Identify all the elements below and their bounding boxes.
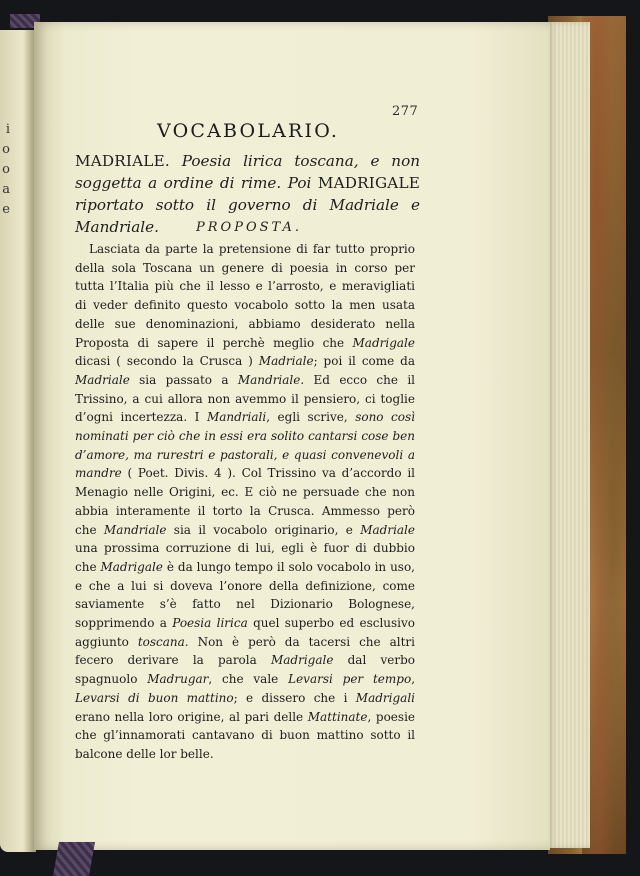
italic-run: Levarsi per tempo [288, 672, 412, 687]
italic-run: Madrugar [147, 672, 209, 687]
italic-run: Mandriale. [237, 372, 305, 387]
text-run: , egli scrive, [266, 410, 356, 425]
italic-run: Mattinate [307, 709, 368, 724]
text-run: sia passato a [129, 372, 238, 387]
cross-reference-tail: riportato sotto il governo di Madriale e Mandriale. [75, 196, 420, 236]
text-run: dal verbo spagnuolo [75, 653, 415, 687]
italic-run: sono così nominati per ciò che in essi era solito cantarsi cose ben d’amore, ma rurestri e pastorali, e quasi convenevoli a mandre [75, 410, 415, 481]
page-block-edges [548, 22, 590, 848]
text-run: erano nella loro origine, al pari delle [75, 709, 308, 724]
left-page-cut-text [0, 120, 10, 220]
italic-run: Madrigale [100, 559, 163, 574]
text-run: Lasciata da parte la pretensione di far tutto proprio della sola Toscana un genere di poesia in corso per tutta l’Italia più che il lesso e l’arrosto, e meravigliati di veder definito questo vocabolo sotto la men usata delle sue denominazioni, abbiamo desiderato nella Proposta di sapere il perchè meglio che [75, 242, 415, 350]
text-run: ( Poet. Divis. 4 ). Col Trissino va d’accordo il Menagio nelle Origini, ec. E ciò ne persuade che non abbia interamente il torto la Crusca. Ammesso però che [75, 466, 415, 537]
italic-run: Madriale [75, 372, 130, 387]
bookmark-ribbon-bottom [53, 842, 95, 876]
text-run: , [411, 672, 416, 687]
running-title: VOCABOLARIO. [157, 120, 340, 142]
text-run: dicasi ( secondo la Crusca ) [75, 354, 259, 369]
italic-run: toscana. [137, 634, 189, 649]
left-margin-char: o [2, 162, 10, 177]
italic-run: Poesia lirica [172, 616, 248, 631]
italic-run: Mandriale [103, 522, 167, 537]
left-margin-char: o [2, 142, 10, 157]
text-run: una prossima corruzione di lui, egli è fuor di dubbio che [75, 541, 415, 574]
left-margin-char: e [2, 202, 10, 217]
variant-headword: MADRIGALE [317, 174, 421, 192]
left-margin-char: i [5, 122, 10, 137]
entry-definition: Poesia lirica toscana, e non soggetta a ordine di rime. [75, 152, 420, 192]
italic-run: Madrigale [352, 335, 415, 350]
text-run: , poesie che gl’innamorati cantavano di buon mattino sotto il balcone delle lor belle. [75, 709, 416, 761]
headword: MADRIALE. [75, 152, 170, 170]
left-margin-char: a [2, 182, 10, 197]
italic-run: Levarsi di buon mattino [75, 690, 234, 705]
text-run: Ed ecco che il Trissino, a cui allora non avemmo il pensiero, ci toglie d’ogni incertezza. I [75, 372, 415, 425]
italic-run: Mandriali [206, 410, 267, 425]
text-run: ; poi il come da [313, 354, 416, 369]
text-run: ; e dissero che i [233, 690, 356, 705]
italic-run: Madrigale [270, 653, 334, 668]
left-facing-page [0, 30, 36, 852]
cross-reference-lead: Poi [287, 174, 312, 192]
text-run: , che vale [208, 672, 289, 687]
text-run: quel superbo ed esclusivo aggiunto [75, 616, 416, 649]
text-run: è da lungo tempo il solo vocabolo in uso, e che a lui si doveva l’onore della definizione, come saviamente s’è fatto nel Dizionario Bolognese, sopprimendo a [75, 559, 415, 631]
page-number: 277 [392, 104, 419, 119]
italic-run: Madriale [360, 522, 415, 537]
body-text [75, 240, 415, 764]
text-run: Non è però da tacersi che altri fecero derivare la parola [75, 634, 415, 668]
text-run: sia il vocabolo originario, e [166, 522, 361, 537]
italic-run: Madrigali [355, 690, 415, 705]
italic-run: Madriale [258, 354, 314, 369]
section-title: PROPOSTA. [196, 220, 302, 235]
body-paragraph [75, 240, 415, 764]
